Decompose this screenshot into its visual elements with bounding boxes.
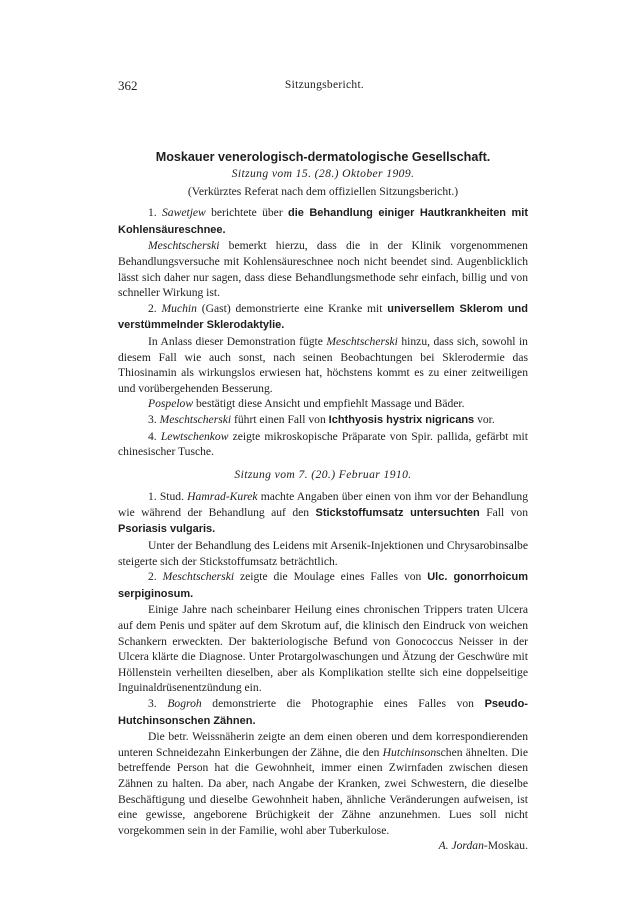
paragraph: In Anlass dieser Demonstration fügte Meschtscherski hinzu, dass sich, sowohl in diesem Fall wie auch sonst, nach seinen Beobachtungen bei Sklerodermie das Thiosinamin als wirkungslos erwiesen hat, höchstens kommt es zu einer zeitweiligen und vorübergehenden Besserung. — [118, 334, 528, 395]
signature: A. Jordan-Moskau. — [438, 839, 528, 853]
article-body — [118, 148, 528, 854]
paragraph: Einige Jahre nach scheinbarer Heilung eines chronischen Trippers traten Ulcera auf dem Penis und später auf dem Skrotum auf, die klinisch den Eindruck von weichen Schankern erweckten. Der bakteriologische Befund von Gonococcus Neisser in der Ulcera klärte die Diagnose. Unter Protargolwaschungen und Ätzung der Geschwüre mit Höllenstein verheilten dieselben, aber als Komplikation stellte sich eine doppelseitige Inguinaldrüsenentzündung ein. — [118, 603, 528, 695]
paragraph: 3. Meschtscherski führt einen Fall von Ichthyosis hystrix nigricans vor. — [148, 412, 495, 426]
abridged-note: (Verkürztes Referat nach dem offiziellen Sitzungsbericht.) — [187, 184, 459, 198]
paragraph: Die betr. Weissnäherin zeigte an dem einen oberen und dem korrespondierenden unteren Schneidezahn Einkerbungen der Zähne, die den Hutchinsonschen ähnelten. Die betreffende Person hat die Gewohnheit, immer einen Zwirnfaden zwischen diesen Zähnen zu halten. Da aber, nach Angabe der Kranken, zwei Schwestern, die dieselbe Beschäftigung und dieselbe Gewohnheit haben, ähnliche Veränderungen aufweisen, ist eine gewisse, angeborene Brüchigkeit der Zähne anzunehmen. Lues soll nicht vorgekommen sein in der Familie, wohl aber Tuberkulose. — [118, 730, 528, 837]
paragraph: Unter der Behandlung des Leidens mit Arsenik-Injektionen und Chrysarobinsalbe steigerte sich der Stickstoffumsatz beträchtlich. — [118, 539, 528, 568]
session-date-2: Sitzung vom 7. (20.) Februar 1910. — [234, 467, 412, 481]
paragraph: 4. Lewtschenkow zeigte mikroskopische Präparate von Spir. pallida, gefärbt mit chinesischer Tusche. — [118, 429, 528, 459]
paragraph: 2. Meschtscherski zeigte die Moulage eines Falles von Ulc. gonorrhoicum serpiginosum. — [118, 570, 528, 600]
paragraph: Meschtscherski bemerkt hierzu, dass die in der Klinik vorgenommenen Behandlungsversuche mit Kohlensäureschnee noch nicht beendet sind. Augenblicklich lässt sich daher nur sagen, dass diese Behandlungsmethode sehr einfach, billig und von schneller Wirkung ist. — [118, 239, 528, 300]
session-date-1: Sitzung vom 15. (28.) Oktober 1909. — [231, 167, 415, 180]
paragraph: 2. Muchin (Gast) demonstrierte eine Kranke mit universellem Sklerom und verstümmelnder Sklerodaktylie. — [118, 301, 528, 332]
page-header — [118, 78, 531, 96]
paragraph: Pospelow bestätigt diese Ansicht und empfiehlt Massage und Bäder. — [148, 397, 465, 411]
page-number: 362 — [118, 78, 138, 93]
article-title: Moskauer venerologisch-dermatologische Gesellschaft. — [155, 150, 491, 164]
paragraph: 1. Sawetjew berichtete über die Behandlung einiger Hautkrankheiten mit Kohlensäureschnee. — [118, 206, 528, 236]
paragraph: 1. Stud. Hamrad-Kurek machte Angaben über einen von ihm vor der Behandlung wie während der Behandlung auf den Stickstoffumsatz untersuchten Fall von Psoriasis vulgaris. — [118, 490, 529, 536]
paragraph: 3. Bogroh demonstrierte die Photographie eines Falles von Pseudo-Hutchinsonschen Zähnen. — [118, 697, 528, 727]
running-title: Sitzungsbericht. — [284, 79, 365, 91]
